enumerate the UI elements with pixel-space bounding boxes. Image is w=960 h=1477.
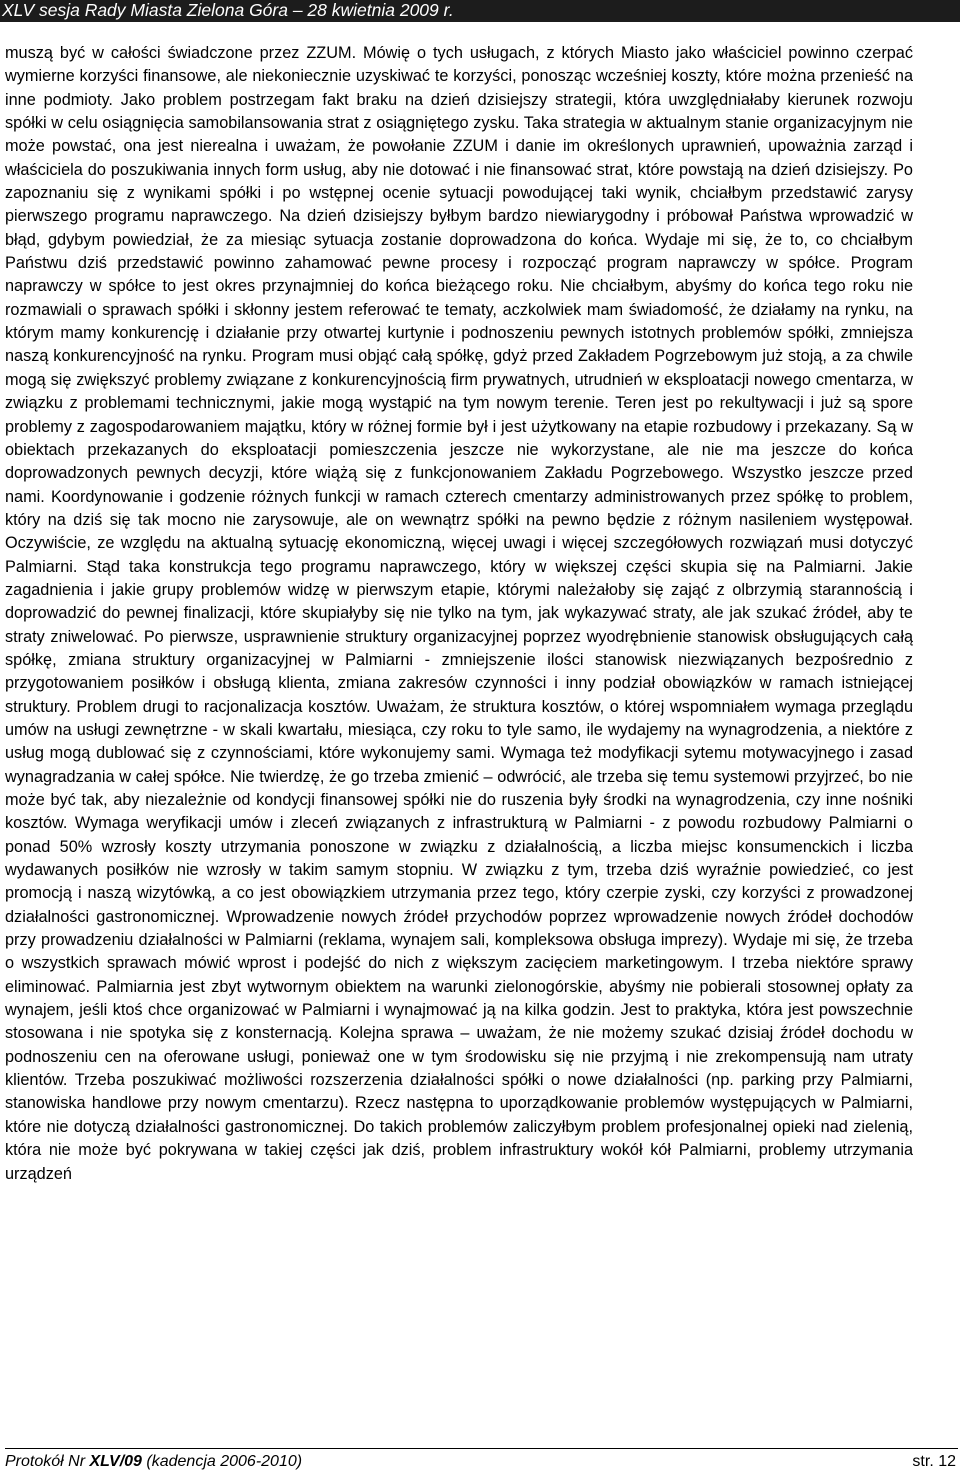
footer-protocol-number: XLV/09 (89, 1453, 142, 1470)
footer-divider (5, 1448, 958, 1449)
page-number: str. 12 (912, 1453, 956, 1470)
footer-protocol-suffix: (kadencja 2006-2010) (141, 1453, 303, 1470)
footer-protocol (5, 1452, 302, 1472)
body-paragraph: muszą być w całości świadczone przez ZZUM. Mówię o tych usługach, z których Miasto jako właściciel powinno czerpać wymierne korzyści finansowe, ale niekoniecznie uzyskiwać te korzyści, ponosząc wcześniej koszty, które można przenieść na inne podmioty. Jako problem postrzegam fakt braku na dzień dzisiejszy strategii, która uwzględniałaby kierunek rozwoju spółki w celu osiągnięcia samobilansowania strat z osiągniętego zysku. Taka strategia w aktualnym stanie organizacyjnym nie może powstać, ona jest nierealna i uważam, że powołanie ZZUM i danie im określonych uprawnień, upoważnia zarząd i właściciela do poszukiwania innych form usług, aby nie dotować i nie finansować strat, które powstają na dzień dzisiejszy. Po zapoznaniu się z wynikami spółki i po wstępnej ocenie sytuacji powodującej taki wynik, chciałbym przedstawić zarysy pierwszego programu naprawczego. Na dzień dzisiejszy byłbym bardzo niewiarygodny i próbował Państwa wprowadzić w błąd, gdybym powiedział, że za miesiąc sytuacja zostanie doprowadzona do końca. Wydaje mi się, że to, co chciałbym Państwu dziś przedstawić powinno zahamować pewne procesy i rozpocząć program naprawczy w spółce. Program naprawczy w spółce to jest okres przynajmniej do końca bieżącego roku. Nie chciałbym, abyśmy do końca tego roku nie rozmawiali o sprawach spółki i skłonny jestem referować te tematy, aczkolwiek mam świadomość, że działamy na rynku, na którym mamy konkurencję i działanie przy otwartej kurtynie i podnoszeniu pewnych istotnych problemów spółki, zmniejsza naszą konkurencyjność na rynku. Program musi objąć całą spółkę, gdyż przed Zakładem Pogrzebowym już stoją, a za chwile mogą się zwiększyć problemy związane z konkurencyjnością firm prywatnych, utrudnień w eksploatacji nowego cmentarza, w związku z problemami technicznymi, jakie mogą wystąpić na tym nowym terenie. Teren jest po rekultywacji i już są spore problemy z zagospodarowaniem majątku, który w różnej formie był i jest użytkowany na etapie rozbudowy i przekazany. Są w obiektach przekazanych do eksploatacji pomieszczenia jeszcze nie wykorzystane, ale nie ma jeszcze do końca doprowadzonych pewnych decyzji, które wiążą się z funkcjonowaniem Zakładu Pogrzebowego. Wszystko jeszcze przed nami. Koordynowanie i godzenie różnych funkcji w ramach czterech cmentarzy administrowanych przez spółkę to problem, który na dziś się tak mocno nie zarysowuje, ale on wewnątrz spółki na pewno będzie z różnym nasileniem występował. Oczywiście, ze względu na aktualną sytuację ekonomiczną, więcej uwagi i więcej szczegółowych rozwiązań musi dotyczyć Palmiarni. Stąd taka konstrukcja tego programu naprawczego, który w większej części skupia się na Palmiarni. Jakie zagadnienia i jakie grupy problemów widzę w pierwszym etapie, którymi należałoby się zająć z olbrzymią starannością i doprowadzić do pewnej finalizacji, które skupiałyby się nie tylko na tym, jak wykazywać straty, ale jak szukać źródeł, aby te straty zniwelować. Po pierwsze, usprawnienie struktury organizacyjnej poprzez wyodrębnienie stanowisk obsługujących całą spółkę, zmiana struktury organizacyjnej w Palmiarni - zmniejszenie ilości stanowisk niezwiązanych bezpośrednio z przygotowaniem posiłków i obsługą klienta, zmiana zakresów czynności i inny podział obowiązków w ramach istniejącej struktury. Problem drugi to racjonalizacja kosztów. Uważam, że struktura kosztów, o której wspomniałem wymaga przeglądu umów na usługi zewnętrzne - w skali kwartału, miesiąca, czy roku to tyle samo, ile wydajemy na wynagrodzenia, a niektóre z usług mogą dublować się z czynnościami, które wykonujemy sami. Wymaga też modyfikacji sytemu motywacyjnego i zasad wynagradzania w całej spółce. Nie twierdzę, że go trzeba zmienić – odwrócić, ale trzeba się temu systemowi przyjrzeć, bo nie może być tak, aby niezależnie od kondycji finansowej spółki nie do ruszenia były środki na wynagrodzenia, czy inne nośniki kosztów. Wymaga weryfikacji umów i zleceń związanych z infrastrukturą w Palmiarni - z powodu rozbudowy Palmiarni o ponad 50% wzrosły koszty utrzymania ponoszone w związku z działalnością, a liczba miejsc konsumenckich i liczba wydawanych posiłków nie wzrosły w takim samym stopniu. W związku z tym, trzeba dziś wyraźnie powiedzieć, co jest promocją i naszą wizytówką, a co jest obowiązkiem utrzymania przez tego, który czerpie zyski, czy korzyści z prowadzonej działalności gastronomicznej. Wprowadzenie nowych źródeł przychodów poprzez wprowadzenie nowych źródeł dochodów przy prowadzeniu działalności w Palmiarni (reklama, wynajem sali, kompleksowa obsługa imprezy). Wydaje mi się, że trzeba o wszystkich sprawach mówić wprost i podejść do nich z większym zacięciem marketingowym. I trzeba niektóre sprawy eliminować. Palmiarnia jest zbyt wytwornym obiektem na warunki zielonogórskie, abyśmy nie pobierali stosownej opłaty za wynajem, jeśli ktoś chce organizować w Palmiarni i wynajmować ją na kilka godzin. Jest to praktyka, która jest powszechnie stosowana i nie spotyka się z konsternacją. Kolejna sprawa – uważam, że nie możemy szukać dzisiaj źródeł dochodu w podnoszeniu cen na oferowane usługi, ponieważ one w tym środowisku się nie przyjmą i nie zrekompensują nam utraty klientów. Trzeba poszukiwać możliwości rozszerzenia działalności spółki o nowe działalności (np. parking przy Palmiarni, stanowiska handlowe przy nowym cmentarzu). Rzecz następna to uporządkowanie problemów występujących w Palmiarni, które nie dotyczą działalności gastronomicznej. Do takich problemów zaliczyłbym problem profesjonalnej opieki nad zielenią, która nie może być pokrywana w takiej części jak dziś, problem infrastruktury wokół kół Palmiarni, problemy utrzymania urządzeń (5, 44, 913, 1183)
document-header (0, 0, 960, 22)
header-title: XLV sesja Rady Miasta Zielona Góra – 28 kwietnia 2009 r. (2, 0, 454, 20)
footer-protocol-prefix: Protokół Nr (5, 1453, 90, 1470)
